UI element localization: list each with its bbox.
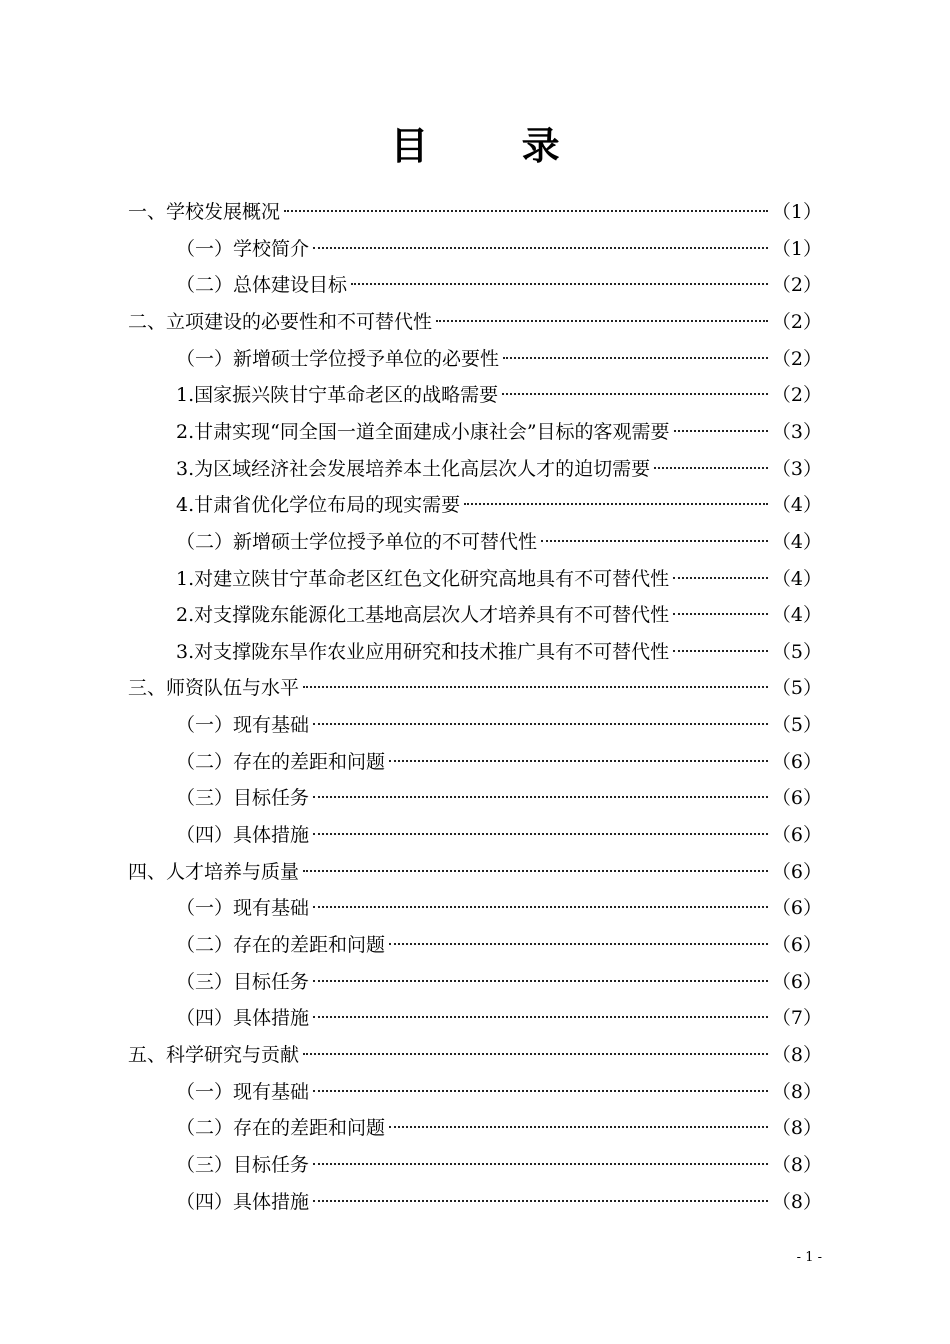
- toc-entry-page: （4）: [771, 530, 822, 553]
- dot-leader: [303, 686, 768, 688]
- dot-leader: [389, 943, 768, 945]
- dot-leader: [674, 430, 768, 432]
- toc-entry[interactable]: [176, 744, 822, 781]
- toc-entry-page: （4）: [771, 604, 822, 627]
- toc-entry[interactable]: [176, 927, 822, 964]
- dot-leader: [673, 613, 768, 615]
- toc-entry-title: （一）现有基础: [176, 714, 310, 737]
- dot-leader: [436, 320, 768, 322]
- dot-leader: [654, 467, 768, 469]
- toc-entry-title: （四）具体措施: [176, 824, 310, 847]
- toc-entry-page: （8）: [771, 1117, 822, 1140]
- dot-leader: [313, 980, 768, 982]
- dot-leader: [503, 357, 768, 359]
- toc-entry-title: （一）学校简介: [176, 237, 310, 260]
- toc-entry-page: （1）: [771, 201, 822, 223]
- toc-entry-title: （一）现有基础: [176, 1080, 310, 1103]
- toc-entry-title: 三、师资队伍与水平: [128, 677, 300, 700]
- dot-leader: [541, 540, 768, 542]
- toc-entry-title: （三）目标任务: [176, 970, 310, 993]
- toc-entry-page: （4）: [771, 494, 822, 517]
- toc-entry-page: （6）: [771, 860, 822, 883]
- toc-entry-title: （二）总体建设目标: [176, 274, 348, 297]
- toc-entry-page: （7）: [771, 1007, 822, 1030]
- toc-entry[interactable]: [128, 854, 822, 891]
- toc-entry[interactable]: [176, 634, 822, 671]
- dot-leader: [313, 723, 768, 725]
- toc-entry-title: 3.对支撑陇东旱作农业应用研究和技术推广具有不可替代性: [176, 640, 670, 663]
- toc-entry[interactable]: [176, 414, 822, 451]
- dot-leader: [313, 1200, 768, 1202]
- toc-entry[interactable]: [176, 1110, 822, 1147]
- dot-leader: [673, 577, 768, 579]
- toc-entry-title: （一）新增硕士学位授予单位的必要性: [176, 347, 500, 370]
- toc-entry[interactable]: [176, 597, 822, 634]
- dot-leader: [313, 906, 768, 908]
- toc-entry-page: （5）: [771, 640, 822, 663]
- dot-leader: [673, 650, 768, 652]
- toc-entry[interactable]: [176, 964, 822, 1001]
- toc-entry-title: 2.甘肃实现“同全国一道全面建成小康社会”目标的客观需要: [176, 420, 670, 443]
- toc-entry-title: 四、人才培养与质量: [128, 860, 300, 883]
- toc-entry[interactable]: [176, 1147, 822, 1184]
- dot-leader: [502, 393, 768, 395]
- toc-entry-title: （二）存在的差距和问题: [176, 1117, 386, 1140]
- toc-entry[interactable]: [176, 890, 822, 927]
- toc-entry-page: （2）: [771, 384, 822, 407]
- dot-leader: [313, 1090, 768, 1092]
- toc-entry-page: （4）: [771, 567, 822, 590]
- toc-entry[interactable]: [176, 231, 822, 268]
- toc-entry-title: 五、科学研究与贡献: [128, 1043, 300, 1066]
- toc-entry-title: （二）新增硕士学位授予单位的不可替代性: [176, 530, 538, 553]
- toc-entry-page: （3）: [771, 420, 822, 443]
- toc-entry[interactable]: [128, 304, 822, 341]
- toc-entry[interactable]: [176, 524, 822, 561]
- toc-entry-title: （一）现有基础: [176, 897, 310, 920]
- toc-entry-page: （1）: [771, 237, 822, 260]
- dot-leader: [464, 503, 768, 505]
- dot-leader: [313, 1016, 768, 1018]
- toc-entry[interactable]: [176, 487, 822, 524]
- toc-entry-page: （8）: [771, 1153, 822, 1176]
- toc-entry-title: 1.对建立陕甘宁革命老区红色文化研究高地具有不可替代性: [176, 567, 670, 590]
- page-title: 目 录: [390, 124, 600, 168]
- dot-leader: [313, 796, 768, 798]
- dot-leader: [303, 1053, 768, 1055]
- toc-entry-title: 3.为区域经济社会发展培养本土化高层次人才的迫切需要: [176, 457, 651, 480]
- toc-entry-title: 4.甘肃省优化学位布局的现实需要: [176, 494, 461, 517]
- toc-entry[interactable]: [128, 194, 822, 231]
- toc-entry-page: （6）: [771, 970, 822, 993]
- toc-entry-title: （四）具体措施: [176, 1007, 310, 1030]
- toc-entry-page: （5）: [771, 714, 822, 737]
- dot-leader: [313, 247, 768, 249]
- toc-entry-title: （二）存在的差距和问题: [176, 934, 386, 956]
- toc-entry[interactable]: [176, 1184, 822, 1221]
- dot-leader: [351, 283, 768, 285]
- toc-entry[interactable]: [176, 817, 822, 854]
- toc-entry-page: （2）: [771, 347, 822, 370]
- toc-entry[interactable]: [128, 1037, 822, 1074]
- toc-entry-page: （6）: [771, 787, 822, 810]
- toc-entry[interactable]: [176, 451, 822, 488]
- toc-entry-title: （三）目标任务: [176, 1153, 310, 1176]
- dot-leader: [389, 1126, 768, 1128]
- toc-entry-page: （6）: [771, 750, 822, 773]
- toc-entry[interactable]: [176, 707, 822, 744]
- dot-leader: [389, 760, 768, 762]
- toc-entry-page: （6）: [771, 824, 822, 847]
- toc-entry[interactable]: [176, 1000, 822, 1037]
- toc-entry-title: 二、立项建设的必要性和不可替代性: [128, 310, 433, 333]
- page-number: - 1 -: [796, 1250, 822, 1265]
- toc-entry-title: （三）目标任务: [176, 787, 310, 810]
- toc-entry[interactable]: [176, 377, 822, 414]
- toc-entry-page: （8）: [771, 1190, 822, 1213]
- toc-entry[interactable]: [176, 1074, 822, 1111]
- toc-entry-page: （8）: [771, 1043, 822, 1066]
- toc-entry[interactable]: [176, 780, 822, 817]
- toc-entry[interactable]: [176, 561, 822, 598]
- toc-entry[interactable]: [128, 670, 822, 707]
- toc-entry-page: （2）: [771, 310, 822, 333]
- toc-entry-page: （8）: [771, 1080, 822, 1103]
- toc-entry-title: 1.国家振兴陕甘宁革命老区的战略需要: [176, 384, 499, 407]
- toc-entry-title: 一、学校发展概况: [128, 201, 281, 223]
- dot-leader: [284, 210, 768, 212]
- toc-entry-title: （二）存在的差距和问题: [176, 750, 386, 773]
- dot-leader: [313, 1163, 768, 1165]
- toc-entry-page: （6）: [771, 934, 822, 956]
- toc-entry-page: （6）: [771, 897, 822, 920]
- dot-leader: [303, 870, 768, 872]
- toc-entry[interactable]: [176, 341, 822, 378]
- toc-entry-page: （3）: [771, 457, 822, 480]
- dot-leader: [313, 833, 768, 835]
- toc-entry-title: （四）具体措施: [176, 1190, 310, 1213]
- toc-entry-page: （2）: [771, 274, 822, 297]
- toc-entry-page: （5）: [771, 677, 822, 700]
- toc-entry[interactable]: [176, 267, 822, 304]
- toc-entry-title: 2.对支撑陇东能源化工基地高层次人才培养具有不可替代性: [176, 604, 670, 627]
